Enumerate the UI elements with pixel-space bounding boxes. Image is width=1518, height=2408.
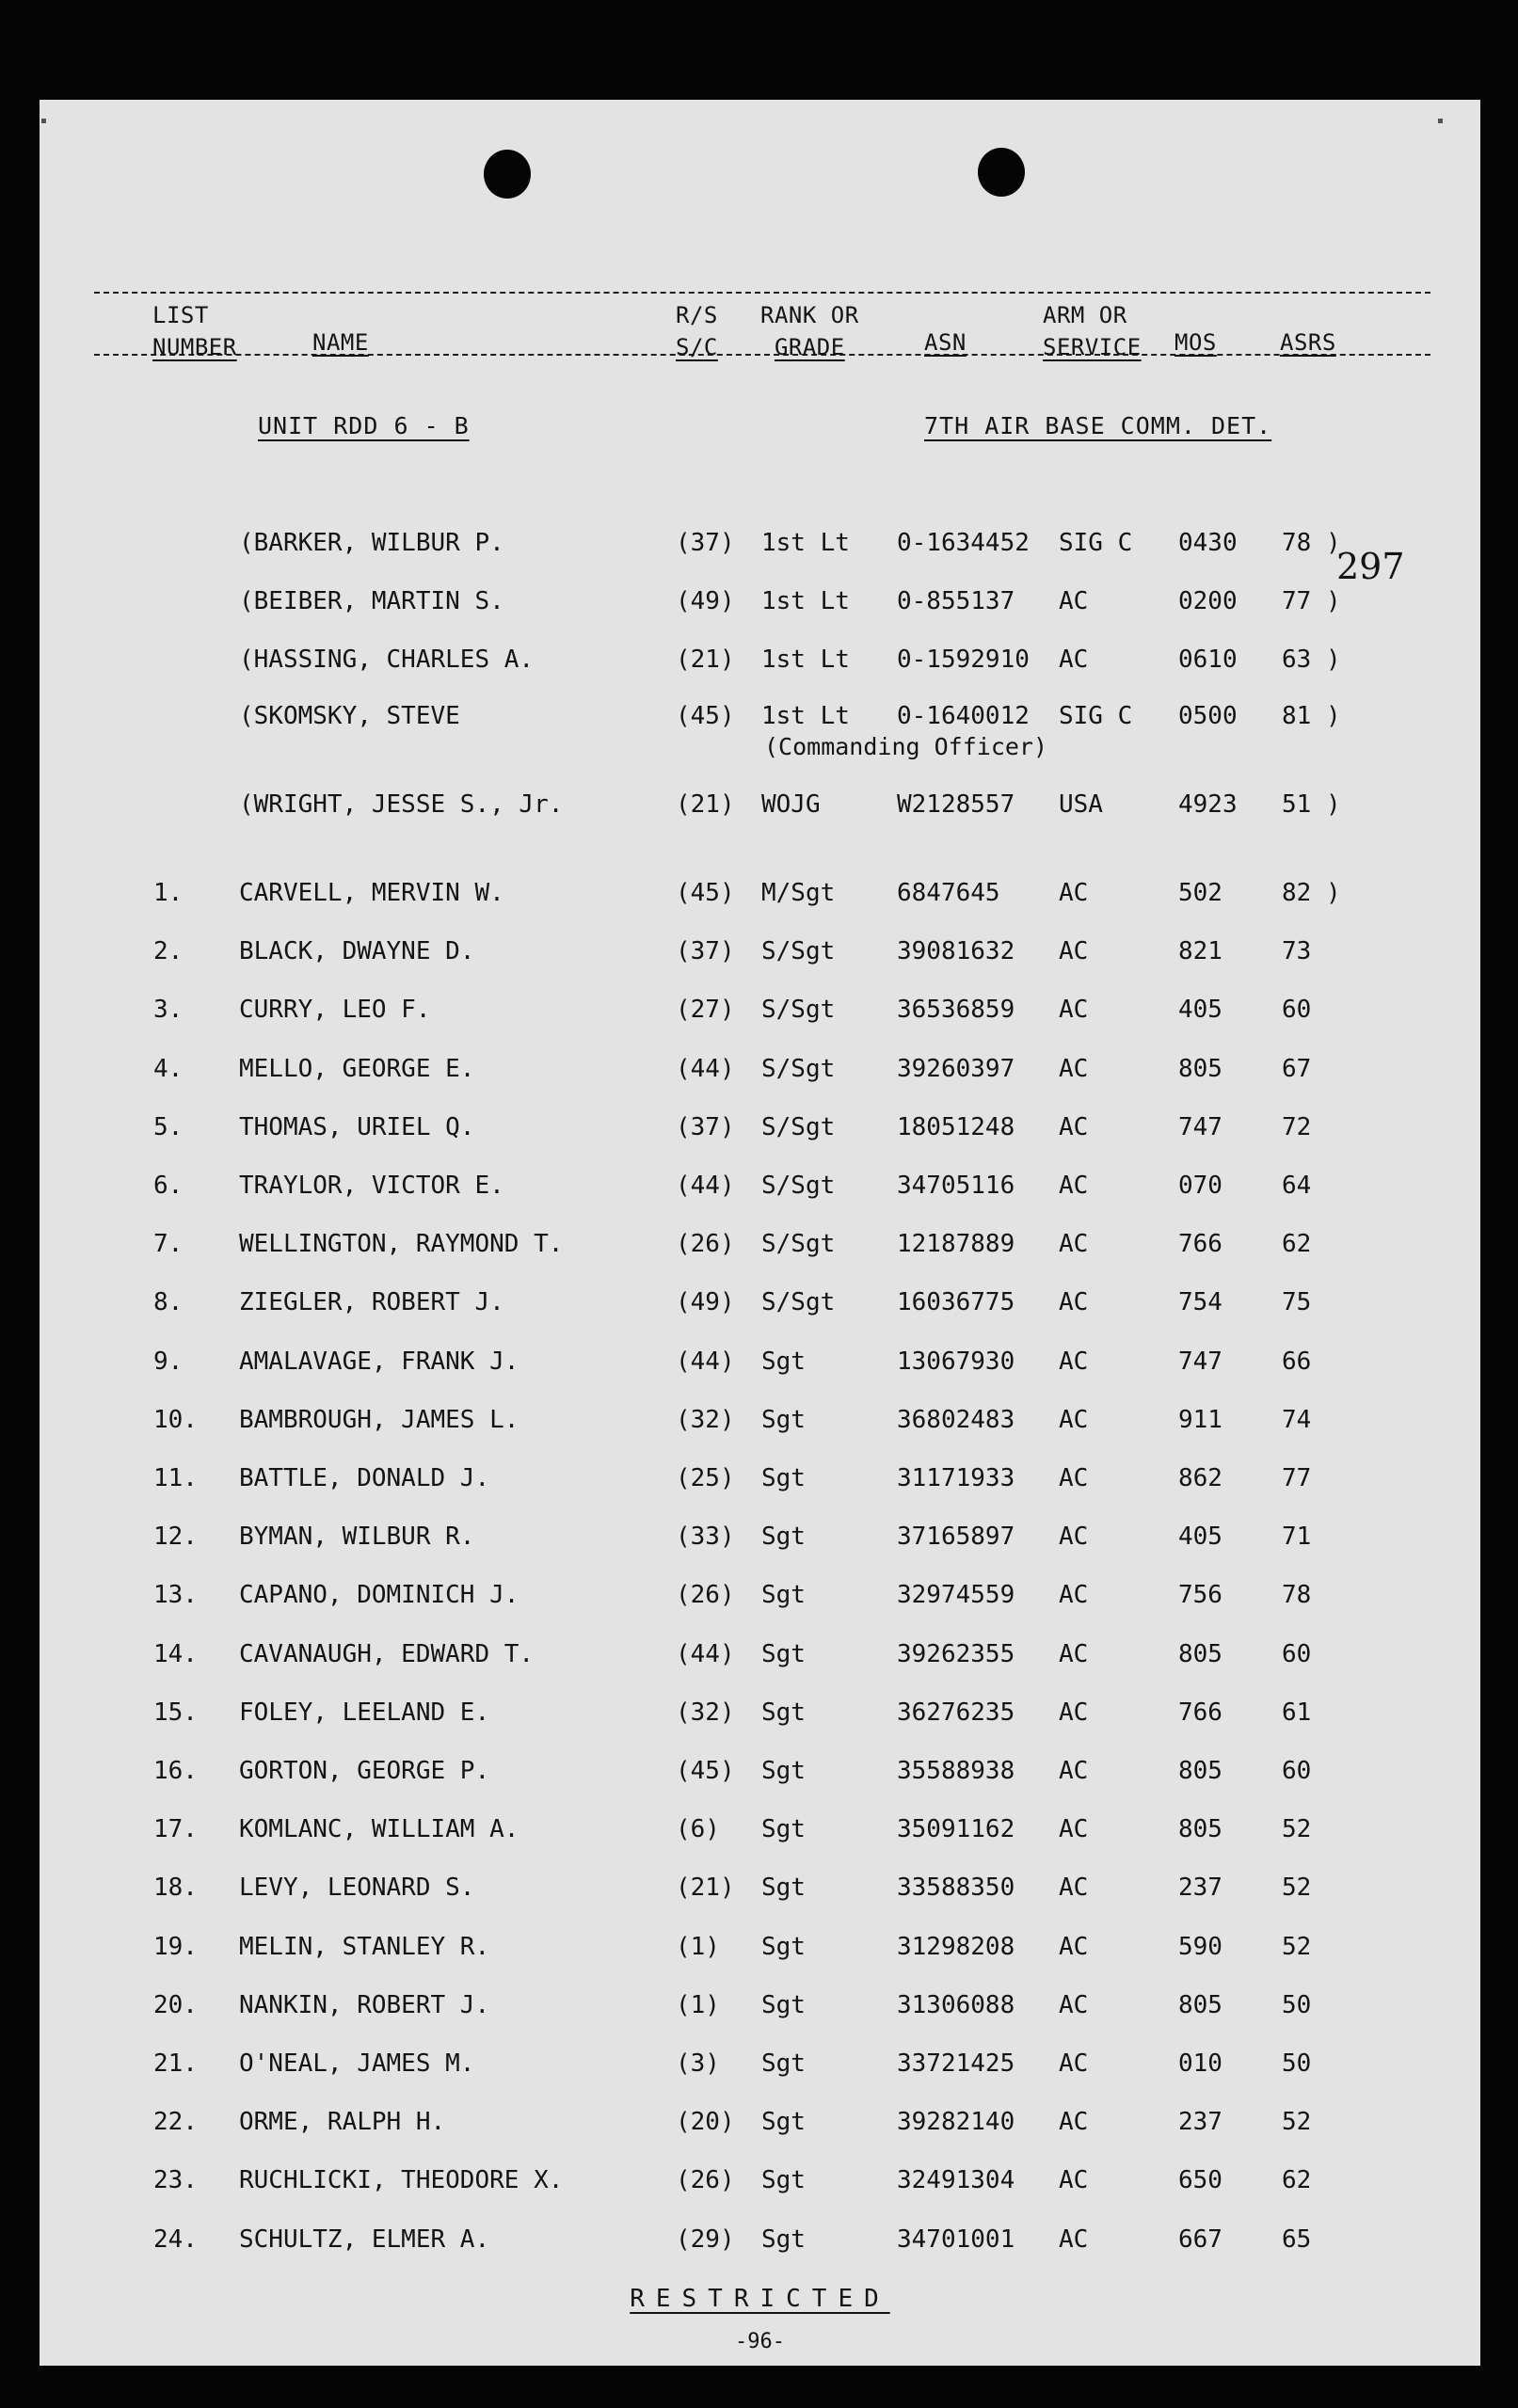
arm-service-cell: AC — [1059, 1523, 1089, 1552]
mos-cell: 862 — [1178, 1464, 1222, 1492]
asn-cell: 31171933 — [897, 1464, 1015, 1492]
name-cell: (BARKER, WILBUR P. — [239, 529, 504, 557]
table-row — [40, 1576, 1480, 1614]
arm-service-cell: AC — [1059, 1815, 1089, 1844]
asrs-cell: 52 — [1282, 2108, 1312, 2137]
rs-sc-cell: (44) — [676, 1639, 735, 1668]
name-cell: CAPANO, DOMINICH J. — [239, 1581, 519, 1610]
mos-cell: 010 — [1178, 2049, 1222, 2078]
rank-cell: Sgt — [761, 1464, 806, 1492]
asn-cell: 16036775 — [897, 1288, 1015, 1317]
list-number: 24. — [153, 2225, 198, 2254]
header-mos: MOS — [1174, 329, 1217, 356]
arm-service-cell: AC — [1059, 1172, 1089, 1200]
list-number: 14. — [153, 1639, 198, 1668]
rs-sc-cell: (44) — [676, 1347, 735, 1376]
asrs-cell: 52 — [1282, 1815, 1312, 1844]
arm-service-cell: AC — [1059, 1757, 1089, 1785]
list-number: 7. — [153, 1230, 184, 1259]
mos-cell: 756 — [1178, 1581, 1222, 1610]
asrs-cell: 78 — [1282, 1581, 1312, 1610]
rank-cell: Sgt — [761, 1932, 806, 1961]
asn-cell: 0-855137 — [897, 587, 1015, 615]
table-row — [40, 874, 1480, 912]
arm-service-cell: AC — [1059, 2166, 1089, 2195]
mos-cell: 747 — [1178, 1347, 1222, 1376]
arm-service-cell: AC — [1059, 1990, 1089, 2019]
asn-cell: 34701001 — [897, 2225, 1015, 2254]
arm-service-cell: AC — [1059, 1581, 1089, 1610]
table-row — [40, 933, 1480, 970]
asn-cell: W2128557 — [897, 790, 1015, 819]
rank-cell: WOJG — [761, 790, 821, 819]
asrs-cell: 82 ) — [1282, 879, 1341, 907]
list-number: 11. — [153, 1464, 198, 1492]
rank-cell: Sgt — [761, 1874, 806, 1903]
document-page — [40, 100, 1480, 2366]
rank-cell: 1st Lt — [761, 587, 850, 615]
table-row — [40, 697, 1480, 735]
table-row — [40, 1401, 1480, 1439]
mos-cell: 747 — [1178, 1112, 1222, 1141]
asn-cell: 31298208 — [897, 1932, 1015, 1961]
list-number: 23. — [153, 2166, 198, 2195]
asn-cell: 37165897 — [897, 1523, 1015, 1552]
asn-cell: 13067930 — [897, 1347, 1015, 1376]
mos-cell: 805 — [1178, 1815, 1222, 1844]
asrs-cell: 52 — [1282, 1874, 1312, 1903]
rs-sc-cell: (37) — [676, 529, 735, 557]
arm-service-cell: AC — [1059, 996, 1089, 1025]
list-number: 2. — [153, 937, 184, 966]
rank-cell: 1st Lt — [761, 702, 850, 730]
name-cell: BLACK, DWAYNE D. — [239, 937, 475, 966]
name-cell: FOLEY, LEELAND E. — [239, 1698, 490, 1727]
rs-sc-cell: (49) — [676, 587, 735, 615]
header-rank-grade: RANK OR GRADE — [760, 302, 859, 360]
header-list-number: LIST NUMBER — [152, 302, 237, 360]
rs-sc-cell: (26) — [676, 1230, 735, 1259]
asrs-cell: 50 — [1282, 2049, 1312, 2078]
list-number: 10. — [153, 1405, 198, 1434]
corner-mark-right — [1438, 119, 1443, 123]
mos-cell: 405 — [1178, 996, 1222, 1025]
asrs-cell: 52 — [1282, 1932, 1312, 1961]
page-number: -96- — [735, 2330, 785, 2353]
list-number: 21. — [153, 2049, 198, 2078]
arm-service-cell: AC — [1059, 1639, 1089, 1668]
rs-sc-cell: (21) — [676, 1874, 735, 1903]
table-row — [40, 2045, 1480, 2082]
name-cell: THOMAS, URIEL Q. — [239, 1112, 475, 1141]
mos-cell: 911 — [1178, 1405, 1222, 1434]
rank-cell: M/Sgt — [761, 879, 836, 907]
asn-cell: 33588350 — [897, 1874, 1015, 1903]
asrs-cell: 51 ) — [1282, 790, 1341, 819]
asn-cell: 0-1640012 — [897, 702, 1030, 730]
name-cell: SCHULTZ, ELMER A. — [239, 2225, 490, 2254]
table-row — [40, 2221, 1480, 2258]
mos-cell: 805 — [1178, 1639, 1222, 1668]
name-cell: WELLINGTON, RAYMOND T. — [239, 1230, 564, 1259]
name-cell: O'NEAL, JAMES M. — [239, 2049, 475, 2078]
unit-label: UNIT RDD 6 - B — [258, 412, 470, 439]
name-cell: BAMBROUGH, JAMES L. — [239, 1405, 519, 1434]
arm-service-cell: AC — [1059, 879, 1089, 907]
arm-service-cell: AC — [1059, 2049, 1089, 2078]
header-asn: ASN — [924, 329, 967, 356]
name-cell: GORTON, GEORGE P. — [239, 1757, 490, 1785]
list-number: 6. — [153, 1172, 184, 1200]
rank-cell: Sgt — [761, 1347, 806, 1376]
list-number: 4. — [153, 1054, 184, 1083]
table-row — [40, 1050, 1480, 1088]
rs-sc-cell: (3) — [676, 2049, 720, 2078]
rank-cell: Sgt — [761, 2108, 806, 2137]
asn-cell: 12187889 — [897, 1230, 1015, 1259]
rank-cell: Sgt — [761, 2225, 806, 2254]
arm-service-cell: AC — [1059, 1932, 1089, 1961]
rs-sc-cell: (45) — [676, 1757, 735, 1785]
name-cell: ORME, RALPH H. — [239, 2108, 446, 2137]
rank-cell: Sgt — [761, 1405, 806, 1434]
table-row — [40, 1343, 1480, 1380]
name-cell: LEVY, LEONARD S. — [239, 1874, 475, 1903]
arm-service-cell: AC — [1059, 1230, 1089, 1259]
table-row — [40, 2161, 1480, 2199]
mos-cell: 0200 — [1178, 587, 1238, 615]
asn-cell: 34705116 — [897, 1172, 1015, 1200]
rank-cell: S/Sgt — [761, 1230, 836, 1259]
mos-cell: 237 — [1178, 1874, 1222, 1903]
name-cell: CARVELL, MERVIN W. — [239, 879, 504, 907]
name-cell: KOMLANC, WILLIAM A. — [239, 1815, 519, 1844]
asrs-cell: 73 — [1282, 937, 1312, 966]
name-cell: RUCHLICKI, THEODORE X. — [239, 2166, 564, 2195]
rs-sc-cell: (45) — [676, 879, 735, 907]
asrs-cell: 60 — [1282, 996, 1312, 1025]
asrs-cell: 81 ) — [1282, 702, 1341, 730]
rank-cell: Sgt — [761, 1523, 806, 1552]
rs-sc-cell: (32) — [676, 1405, 735, 1434]
mos-cell: 766 — [1178, 1230, 1222, 1259]
name-cell: TRAYLOR, VICTOR E. — [239, 1172, 504, 1200]
name-cell: (WRIGHT, JESSE S., Jr. — [239, 790, 564, 819]
arm-service-cell: AC — [1059, 1112, 1089, 1141]
table-row — [40, 1518, 1480, 1555]
asrs-cell: 64 — [1282, 1172, 1312, 1200]
asn-cell: 33721425 — [897, 2049, 1015, 2078]
asrs-cell: 72 — [1282, 1112, 1312, 1141]
rs-sc-cell: (21) — [676, 646, 735, 674]
asrs-cell: 77 — [1282, 1464, 1312, 1492]
arm-service-cell: AC — [1059, 1405, 1089, 1434]
mos-cell: 502 — [1178, 879, 1222, 907]
arm-service-cell: AC — [1059, 1874, 1089, 1903]
list-number: 19. — [153, 1932, 198, 1961]
rank-cell: Sgt — [761, 1815, 806, 1844]
punch-hole-left — [484, 150, 531, 199]
name-cell: MELIN, STANLEY R. — [239, 1932, 490, 1961]
asn-cell: 6847645 — [897, 879, 1000, 907]
punch-hole-right — [978, 148, 1025, 197]
list-number: 17. — [153, 1815, 198, 1844]
asn-cell: 35588938 — [897, 1757, 1015, 1785]
rs-sc-cell: (37) — [676, 937, 735, 966]
mos-cell: 0610 — [1178, 646, 1238, 674]
name-cell: AMALAVAGE, FRANK J. — [239, 1347, 519, 1376]
asn-cell: 39081632 — [897, 937, 1015, 966]
table-row — [40, 2103, 1480, 2141]
asn-cell: 31306088 — [897, 1990, 1015, 2019]
rs-sc-cell: (25) — [676, 1464, 735, 1492]
arm-service-cell: AC — [1059, 1464, 1089, 1492]
asrs-cell: 78 ) — [1282, 529, 1341, 557]
table-row — [40, 1694, 1480, 1731]
arm-service-cell: AC — [1059, 1698, 1089, 1727]
list-number: 5. — [153, 1112, 184, 1141]
rank-cell: S/Sgt — [761, 1288, 836, 1317]
mos-cell: 805 — [1178, 1990, 1222, 2019]
table-row — [40, 786, 1480, 823]
list-number: 9. — [153, 1347, 184, 1376]
rank-cell: S/Sgt — [761, 1112, 836, 1141]
mos-cell: 0430 — [1178, 529, 1238, 557]
arm-service-cell: AC — [1059, 587, 1089, 615]
list-number: 15. — [153, 1698, 198, 1727]
table-row — [40, 1108, 1480, 1146]
list-number: 1. — [153, 879, 184, 907]
list-number: 18. — [153, 1874, 198, 1903]
rs-sc-cell: (21) — [676, 790, 735, 819]
arm-service-cell: AC — [1059, 1054, 1089, 1083]
asn-cell: 36276235 — [897, 1698, 1015, 1727]
rs-sc-cell: (32) — [676, 1698, 735, 1727]
asn-cell: 39260397 — [897, 1054, 1015, 1083]
table-row — [40, 1810, 1480, 1848]
arm-service-cell: AC — [1059, 937, 1089, 966]
table-row — [40, 1225, 1480, 1263]
asn-cell: 35091162 — [897, 1815, 1015, 1844]
mos-cell: 237 — [1178, 2108, 1222, 2137]
name-cell: ZIEGLER, ROBERT J. — [239, 1288, 504, 1317]
asrs-cell: 74 — [1282, 1405, 1312, 1434]
rank-cell: 1st Lt — [761, 646, 850, 674]
mos-cell: 405 — [1178, 1523, 1222, 1552]
table-row — [40, 1635, 1480, 1673]
list-number: 20. — [153, 1990, 198, 2019]
rank-cell: Sgt — [761, 1757, 806, 1785]
rank-cell: Sgt — [761, 1698, 806, 1727]
mos-cell: 070 — [1178, 1172, 1222, 1200]
page-stamp-number: 297 — [1336, 546, 1405, 587]
rs-sc-cell: (44) — [676, 1172, 735, 1200]
mos-cell: 667 — [1178, 2225, 1222, 2254]
arm-service-cell: AC — [1059, 646, 1089, 674]
asrs-cell: 67 — [1282, 1054, 1312, 1083]
table-row — [40, 991, 1480, 1029]
name-cell: BATTLE, DONALD J. — [239, 1464, 490, 1492]
asrs-cell: 61 — [1282, 1698, 1312, 1727]
asn-cell: 18051248 — [897, 1112, 1015, 1141]
name-cell: NANKIN, ROBERT J. — [239, 1990, 490, 2019]
rank-cell: S/Sgt — [761, 937, 836, 966]
mos-cell: 766 — [1178, 1698, 1222, 1727]
rank-cell: S/Sgt — [761, 1172, 836, 1200]
mos-cell: 805 — [1178, 1757, 1222, 1785]
rank-cell: Sgt — [761, 1639, 806, 1668]
list-number: 22. — [153, 2108, 198, 2137]
mos-cell: 590 — [1178, 1932, 1222, 1961]
rank-cell: Sgt — [761, 1990, 806, 2019]
asrs-cell: 50 — [1282, 1990, 1312, 2019]
name-cell: (SKOMSKY, STEVE — [239, 702, 460, 730]
asrs-cell: 62 — [1282, 2166, 1312, 2195]
rs-sc-cell: (49) — [676, 1288, 735, 1317]
list-number: 12. — [153, 1523, 198, 1552]
arm-service-cell: USA — [1059, 790, 1103, 819]
asn-cell: 32974559 — [897, 1581, 1015, 1610]
mos-cell: 0500 — [1178, 702, 1238, 730]
unit-designation: 7TH AIR BASE COMM. DET. — [924, 412, 1272, 439]
asrs-cell: 62 — [1282, 1230, 1312, 1259]
rs-sc-cell: (27) — [676, 996, 735, 1025]
arm-service-cell: AC — [1059, 2108, 1089, 2137]
asrs-cell: 65 — [1282, 2225, 1312, 2254]
name-cell: (HASSING, CHARLES A. — [239, 646, 535, 674]
table-row — [40, 1167, 1480, 1204]
arm-service-cell: SIG C — [1059, 702, 1133, 730]
arm-service-cell: AC — [1059, 2225, 1089, 2254]
corner-mark-left — [41, 119, 46, 123]
rs-sc-cell: (6) — [676, 1815, 720, 1844]
asn-cell: 36536859 — [897, 996, 1015, 1025]
rs-sc-cell: (45) — [676, 702, 735, 730]
name-cell: (BEIBER, MARTIN S. — [239, 587, 504, 615]
list-number: 16. — [153, 1757, 198, 1785]
table-row — [40, 524, 1480, 562]
list-number: 13. — [153, 1581, 198, 1610]
rank-cell: 1st Lt — [761, 529, 850, 557]
rs-sc-cell: (26) — [676, 1581, 735, 1610]
rs-sc-cell: (29) — [676, 2225, 735, 2254]
rs-sc-cell: (1) — [676, 1990, 720, 2019]
asrs-cell: 71 — [1282, 1523, 1312, 1552]
table-row — [40, 641, 1480, 678]
name-cell: BYMAN, WILBUR R. — [239, 1523, 475, 1552]
mos-cell: 821 — [1178, 937, 1222, 966]
rank-cell: Sgt — [761, 1581, 806, 1610]
name-cell: CURRY, LEO F. — [239, 996, 431, 1025]
asn-cell: 36802483 — [897, 1405, 1015, 1434]
asrs-cell: 75 — [1282, 1288, 1312, 1317]
asn-cell: 0-1592910 — [897, 646, 1030, 674]
rank-cell: S/Sgt — [761, 1054, 836, 1083]
table-row — [40, 1986, 1480, 2024]
mos-cell: 805 — [1178, 1054, 1222, 1083]
table-row — [40, 1869, 1480, 1906]
table-row — [40, 1752, 1480, 1790]
header-name: NAME — [312, 329, 369, 356]
rs-sc-cell: (20) — [676, 2108, 735, 2137]
header-asrs: ASRS — [1280, 329, 1336, 356]
arm-service-cell: AC — [1059, 1347, 1089, 1376]
arm-service-cell: AC — [1059, 1288, 1089, 1317]
table-row — [40, 1928, 1480, 1966]
list-number: 3. — [153, 996, 184, 1025]
mos-cell: 4923 — [1178, 790, 1238, 819]
asn-cell: 39282140 — [897, 2108, 1015, 2137]
asrs-cell: 77 ) — [1282, 587, 1341, 615]
table-row — [40, 1284, 1480, 1321]
asrs-cell: 63 ) — [1282, 646, 1341, 674]
asn-cell: 39262355 — [897, 1639, 1015, 1668]
rs-sc-cell: (44) — [676, 1054, 735, 1083]
commanding-officer-note: (Commanding Officer) — [764, 733, 1048, 760]
asrs-cell: 60 — [1282, 1757, 1312, 1785]
asn-cell: 32491304 — [897, 2166, 1015, 2195]
rs-sc-cell: (37) — [676, 1112, 735, 1141]
rs-sc-cell: (33) — [676, 1523, 735, 1552]
header-arm-service: ARM OR SERVICE — [1043, 302, 1142, 360]
rank-cell: Sgt — [761, 2049, 806, 2078]
asn-cell: 0-1634452 — [897, 529, 1030, 557]
table-row — [40, 582, 1480, 620]
rank-cell: Sgt — [761, 2166, 806, 2195]
rs-sc-cell: (26) — [676, 2166, 735, 2195]
asrs-cell: 60 — [1282, 1639, 1312, 1668]
list-number: 8. — [153, 1288, 184, 1317]
rank-cell: S/Sgt — [761, 996, 836, 1025]
table-row — [40, 1459, 1480, 1497]
arm-service-cell: SIG C — [1059, 529, 1133, 557]
name-cell: MELLO, GEORGE E. — [239, 1054, 475, 1083]
rs-sc-cell: (1) — [676, 1932, 720, 1961]
mos-cell: 754 — [1178, 1288, 1222, 1317]
mos-cell: 650 — [1178, 2166, 1222, 2195]
header-rs-sc: R/S S/C — [676, 302, 718, 360]
name-cell: CAVANAUGH, EDWARD T. — [239, 1639, 535, 1668]
restricted-marking: RESTRICTED — [630, 2285, 890, 2313]
asrs-cell: 66 — [1282, 1347, 1312, 1376]
